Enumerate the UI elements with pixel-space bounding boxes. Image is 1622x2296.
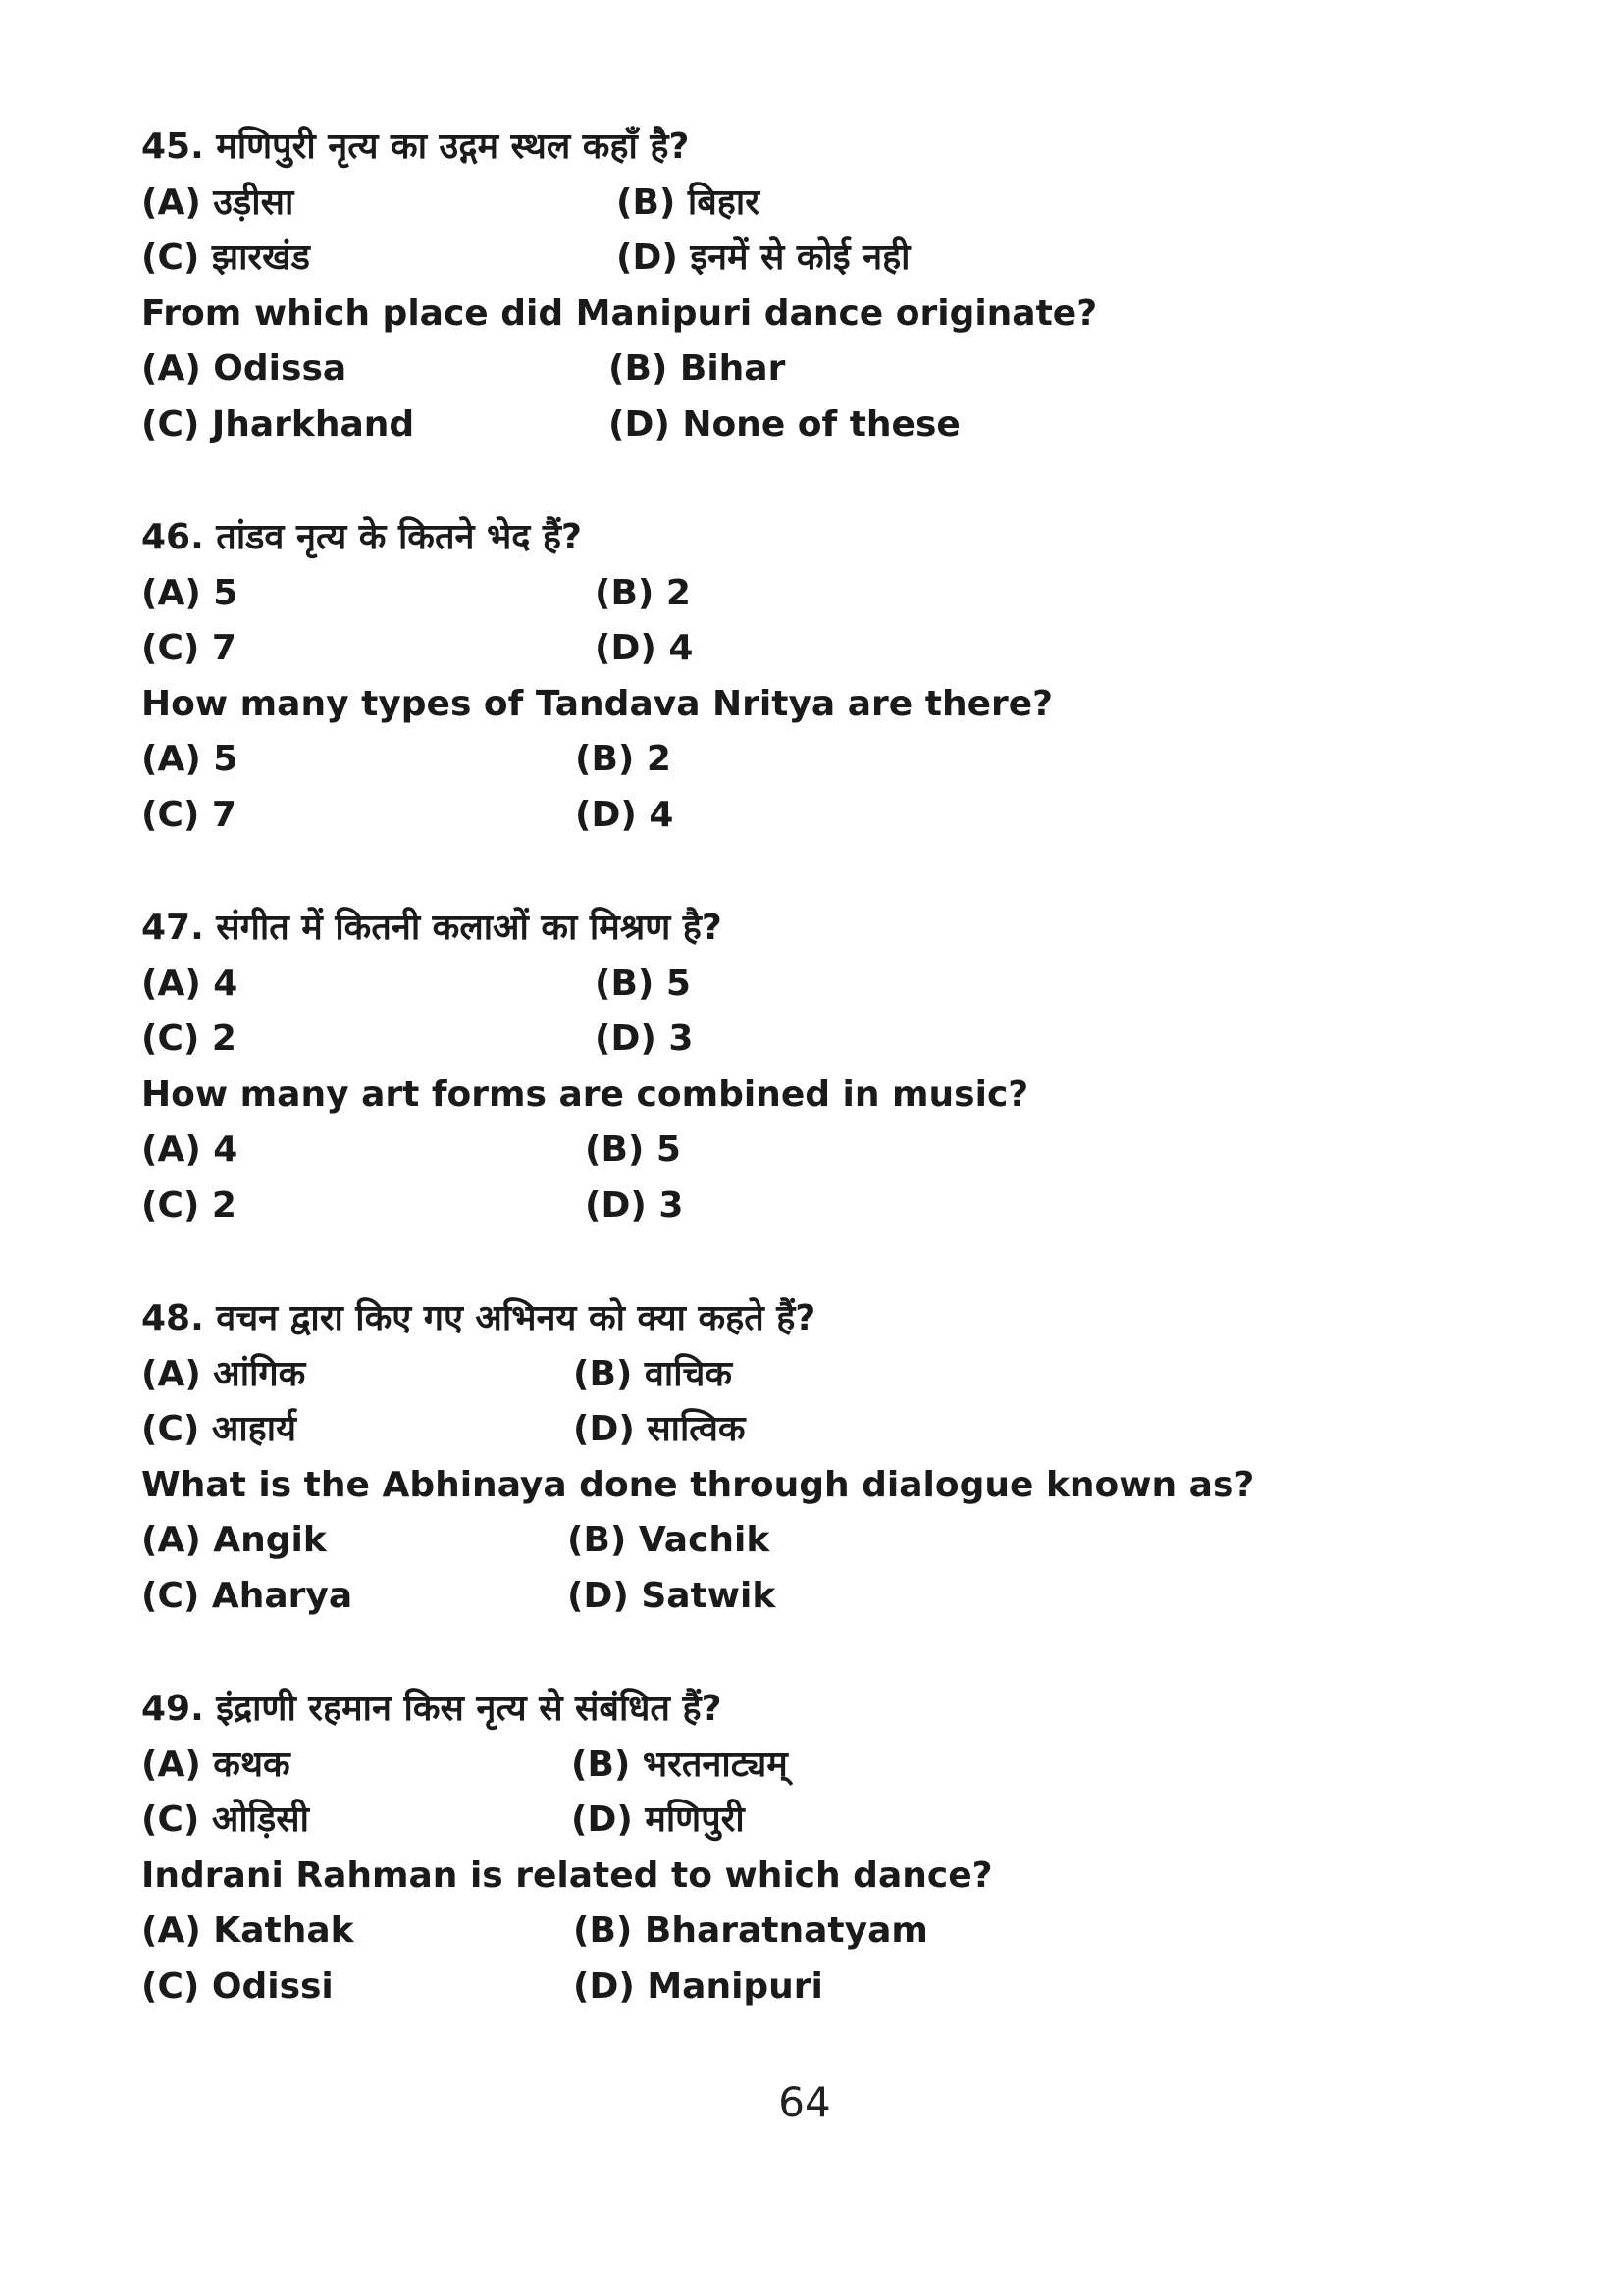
option-a: (A) 4 — [141, 963, 238, 1004]
options-row — [141, 732, 1515, 788]
option-d: (D) None of these — [608, 403, 961, 444]
option-d: (D) सात्विक — [573, 1409, 746, 1449]
question-block — [141, 510, 1515, 843]
option-d: (D) Manipuri — [573, 1965, 823, 2007]
option-a: (A) 4 — [141, 1129, 238, 1170]
option-a: (A) Angik — [141, 1520, 327, 1560]
question-text-english: How many art forms are combined in music? — [141, 1073, 1029, 1115]
option-b: (B) 5 — [585, 1129, 681, 1170]
option-c: (C) Odissi — [141, 1965, 334, 2007]
options-row — [141, 1569, 1515, 1625]
option-b: (B) भरतनाट्यम् — [571, 1744, 788, 1785]
option-c: (C) 7 — [141, 794, 236, 835]
option-a: (A) Kathak — [141, 1910, 354, 1951]
options-row — [141, 957, 1515, 1013]
option-a: (A) 5 — [141, 739, 238, 779]
option-b: (B) Vachik — [567, 1520, 770, 1560]
question-block — [141, 1291, 1515, 1624]
option-b: (B) Bharatnatyam — [573, 1910, 928, 1951]
options-row — [141, 1793, 1515, 1849]
options-row — [141, 1178, 1515, 1234]
question-block — [141, 901, 1515, 1233]
question-text-hindi: 46. तांडव नृत्य के कितने भेद हैं? — [141, 517, 582, 557]
option-a: (A) आंगिक — [141, 1353, 306, 1394]
option-c: (C) Aharya — [141, 1575, 353, 1616]
option-b: (B) 2 — [595, 572, 691, 613]
option-c: (C) आहार्य — [141, 1409, 296, 1449]
options-row — [141, 1959, 1515, 2015]
option-d: (D) इनमें से कोई नही — [616, 237, 911, 278]
option-c: (C) ओड़िसी — [141, 1800, 309, 1840]
question-text-english: How many types of Tandava Nritya are there? — [141, 683, 1054, 724]
options-row — [141, 1122, 1515, 1178]
option-d: (D) मणिपुरी — [571, 1800, 745, 1840]
option-b: (B) बिहार — [616, 182, 759, 223]
option-b: (B) वाचिक — [573, 1353, 733, 1394]
option-a: (A) कथक — [141, 1744, 290, 1785]
option-d: (D) Satwik — [567, 1575, 776, 1616]
options-row — [141, 1904, 1515, 1959]
option-d: (D) 3 — [595, 1018, 694, 1059]
options-row — [141, 176, 1515, 232]
options-row — [141, 341, 1515, 397]
options-row — [141, 231, 1515, 287]
option-b: (B) 5 — [595, 963, 691, 1004]
options-row — [141, 1012, 1515, 1068]
option-c: (C) झारखंड — [141, 237, 310, 278]
options-row — [141, 1738, 1515, 1794]
options-row — [141, 1402, 1515, 1458]
question-block — [141, 120, 1515, 452]
option-c: (C) 2 — [141, 1184, 236, 1226]
option-b: (B) 2 — [575, 739, 671, 779]
option-c: (C) 7 — [141, 628, 236, 668]
option-a: (A) Odissa — [141, 348, 347, 389]
question-text-english: Indrani Rahman is related to which dance? — [141, 1854, 993, 1896]
option-a: (A) उड़ीसा — [141, 182, 294, 223]
option-a: (A) 5 — [141, 572, 238, 613]
options-row — [141, 397, 1515, 453]
question-text-hindi: 49. इंद्राणी रहमान किस नृत्य से संबंधित हैं? — [141, 1689, 722, 1729]
page-number: 64 — [778, 2078, 831, 2126]
option-d: (D) 3 — [585, 1184, 684, 1226]
question-text-hindi: 45. मणिपुरी नृत्य का उद्गम स्थल कहाँ है? — [141, 127, 690, 167]
question-text-hindi: 48. वचन द्वारा किए गए अभिनय को क्या कहते हैं? — [141, 1298, 816, 1338]
question-text-hindi: 47. संगीत में कितनी कलाओं का मिश्रण है? — [141, 908, 722, 948]
options-row — [141, 1513, 1515, 1569]
options-row — [141, 566, 1515, 622]
question-text-english: From which place did Manipuri dance originate? — [141, 292, 1098, 334]
option-c: (C) 2 — [141, 1018, 236, 1059]
options-row — [141, 1347, 1515, 1403]
question-text-english: What is the Abhinaya done through dialogue known as? — [141, 1464, 1255, 1505]
option-c: (C) Jharkhand — [141, 403, 415, 444]
option-b: (B) Bihar — [608, 348, 786, 389]
question-block — [141, 1682, 1515, 2014]
option-d: (D) 4 — [575, 794, 674, 835]
options-row — [141, 788, 1515, 844]
option-d: (D) 4 — [595, 628, 694, 668]
options-row — [141, 621, 1515, 677]
